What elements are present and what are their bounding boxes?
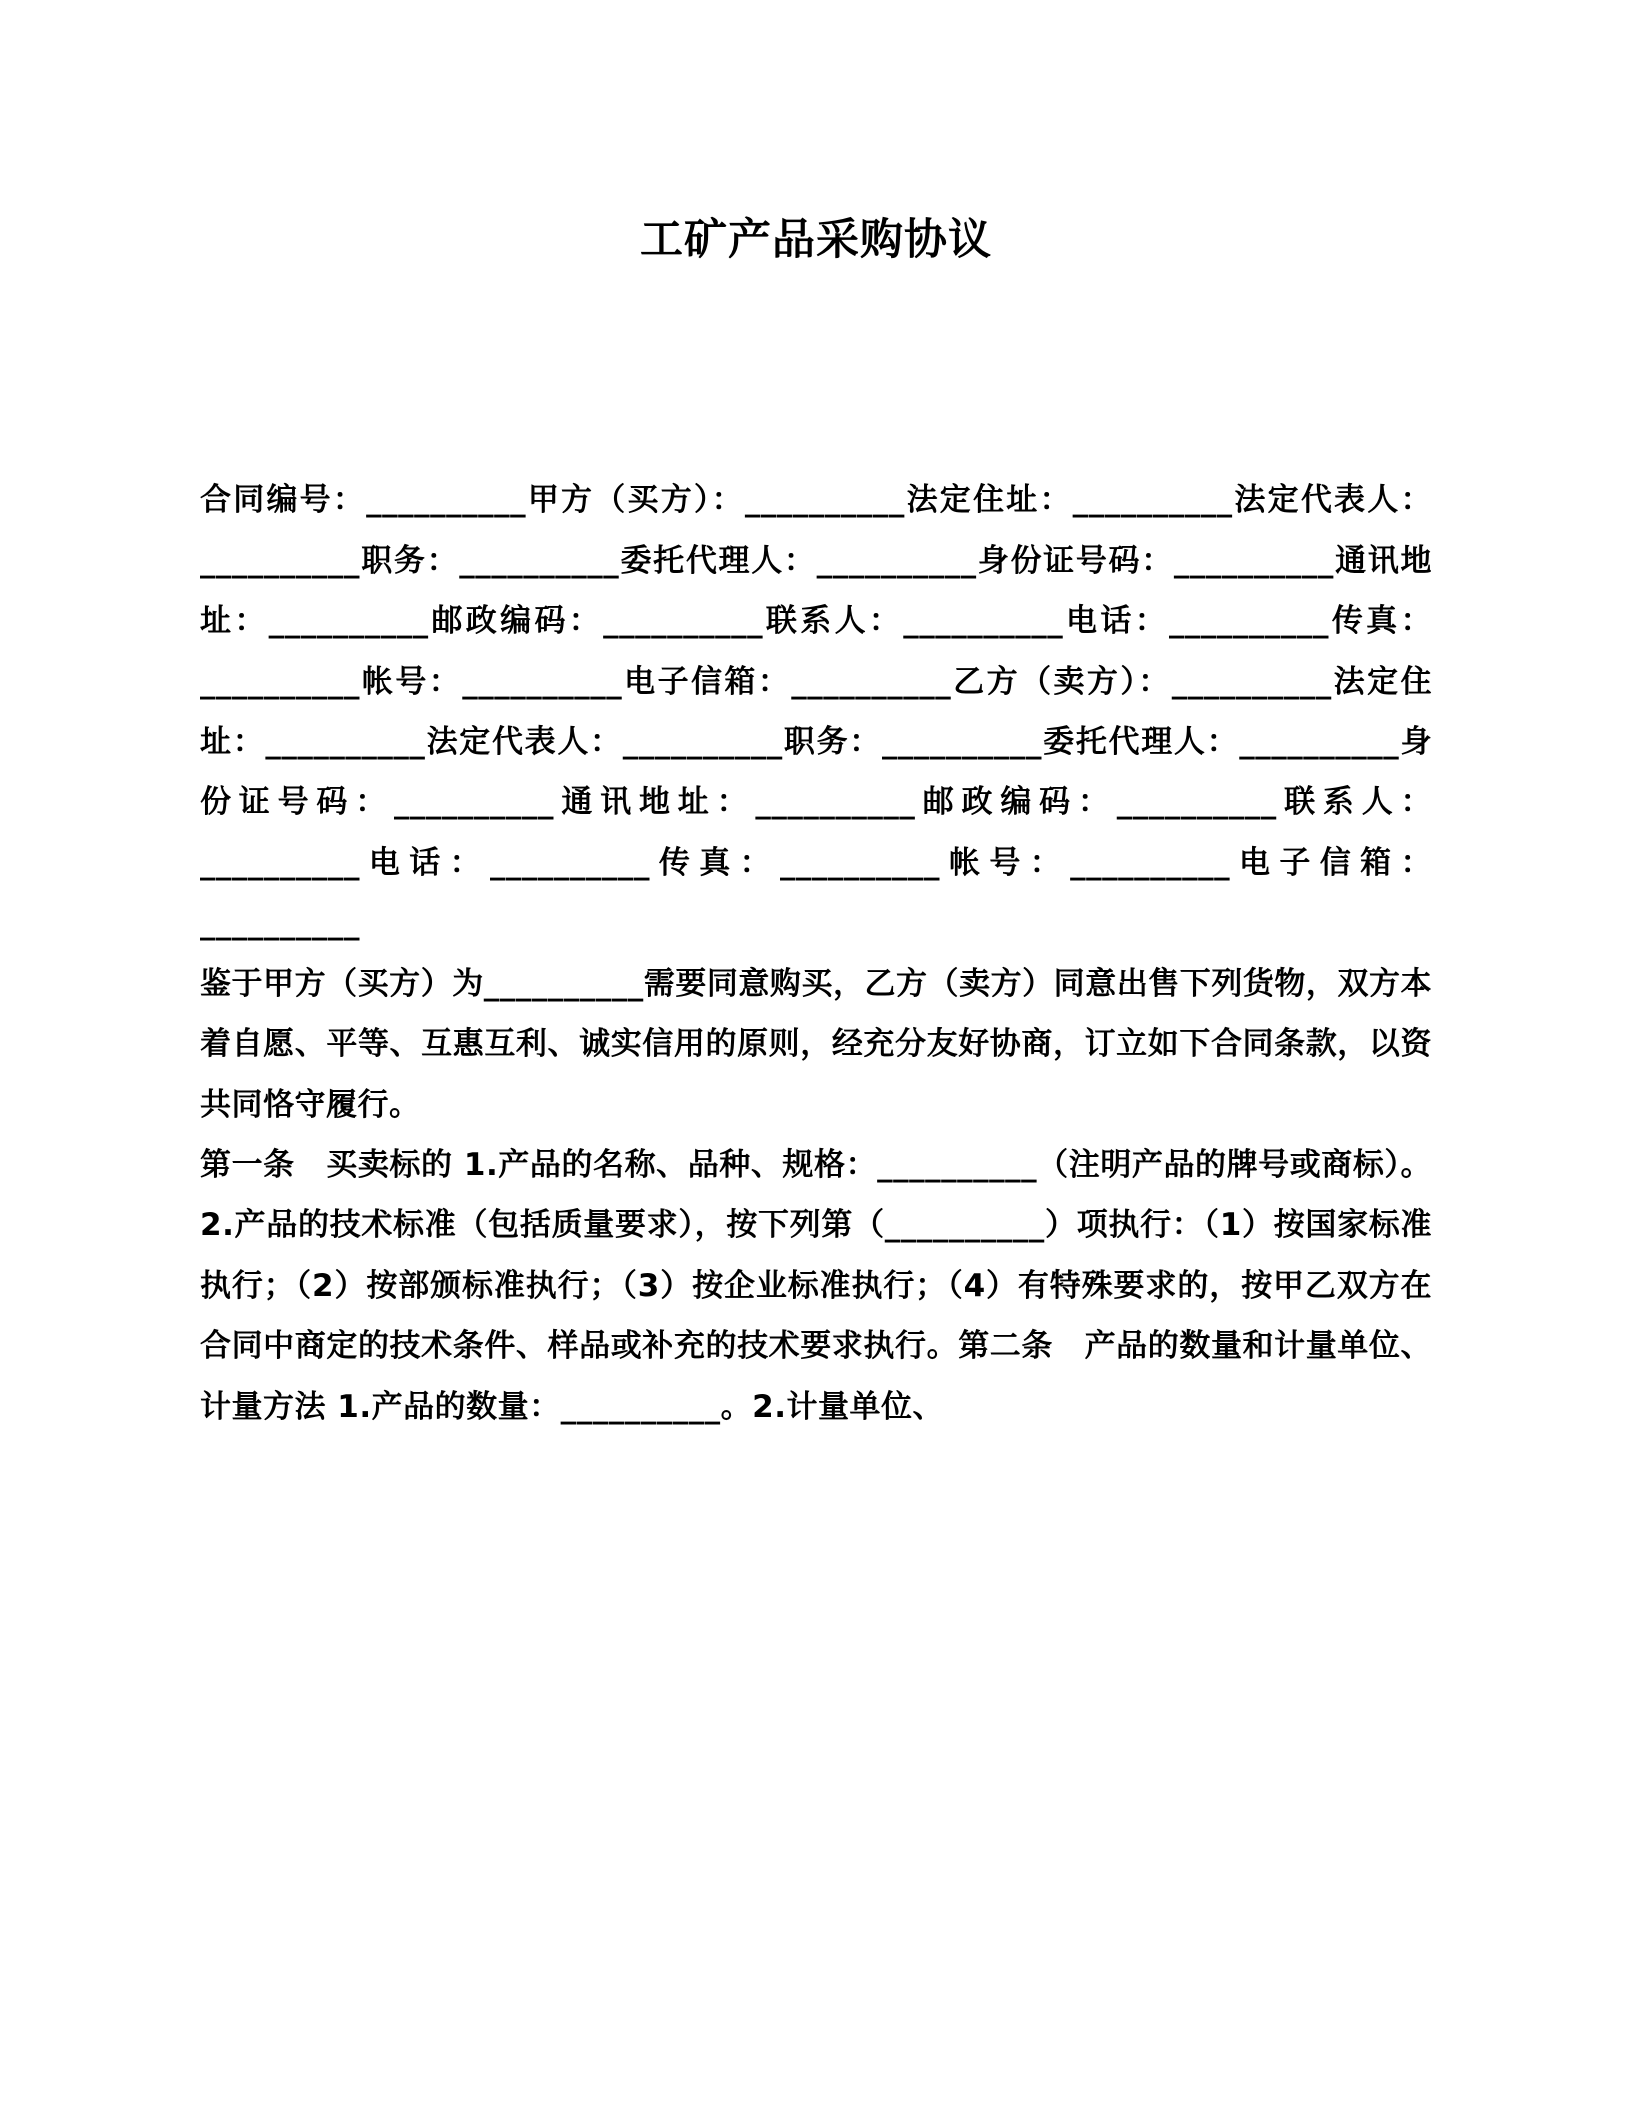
- paragraph-article-one: 第一条 买卖标的 1.产品的名称、品种、规格：__________（注明产品的牌号或商标）。2.产品的技术标准（包括质量要求），按下列第（__________）项执行：（1）按国家标准执行；（2）按部颁标准执行；（3）按企业标准执行；（4）有特殊要求的，按甲乙双方在合同中商定的技术条件、样品或补充的技术要求执行。第二条 产品的数量和计量单位、计量方法 1.产品的数量：__________。2.计量单位、: [200, 1147, 1432, 1425]
- title-spacer: [200, 270, 1432, 470]
- page-title: 工矿产品采购协议: [640, 215, 992, 265]
- paragraph-party-info: 合同编号：__________甲方（买方）：__________法定住址：__________法定代表人：__________职务：__________委托代理人：__________身份证号码：__________通讯地址：__________邮政编码：__________联系人：__________电话：__________传真：__________帐号：__________电子信箱：__________乙方（卖方）：__________法定住址：__________法定代表人：__________职务：__________委托代理人：__________身份证号码：__________通讯地址：__________邮政编码：__________联系人：__________电话：__________传真：__________帐号：__________电子信箱：__________: [200, 482, 1432, 942]
- paragraph-recital: 鉴于甲方（买方）为__________需要同意购买，乙方（卖方）同意出售下列货物，双方本着自愿、平等、互惠互利、诚实信用的原则，经充分友好协商，订立如下合同条款，以资共同恪守履行。: [200, 965, 1432, 1123]
- document-body: [200, 470, 1432, 1437]
